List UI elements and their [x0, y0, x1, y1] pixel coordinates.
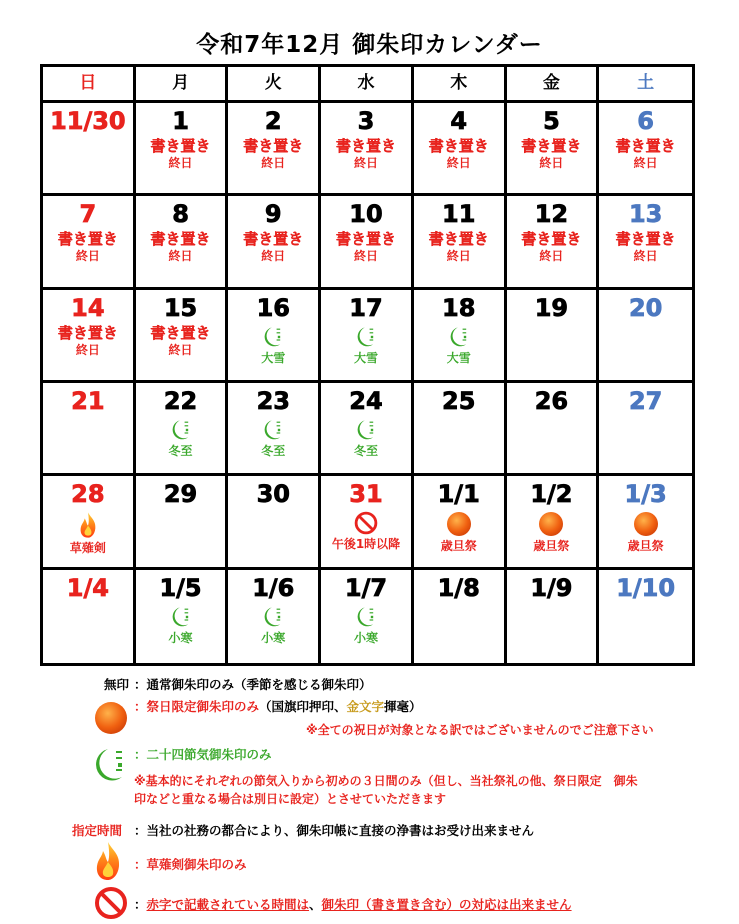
calendar-day [136, 196, 229, 289]
legend-saijitsu [134, 697, 422, 715]
legend-shitei-text: ：当社の社務の都合により、御朱印帳に直接の浄書はお受け出来ません [134, 823, 535, 838]
day-number: 30 [256, 480, 290, 509]
kakioki-label: 書き置き [615, 230, 676, 249]
legend-no-d: 御朱印（書き置き含む）の対応は出来ません [321, 897, 572, 912]
day-number: 2 [264, 107, 282, 135]
shujitsu-label: 終日 [168, 156, 193, 170]
moon-icon [92, 745, 128, 785]
sun-icon [446, 511, 472, 537]
moon-icon [355, 325, 377, 349]
day-number: 1/9 [530, 573, 573, 602]
weekday-header: 日 [43, 67, 136, 103]
moon-icon [355, 418, 377, 442]
kakioki-label: 書き置き [335, 137, 396, 155]
calendar-day [599, 196, 692, 289]
day-number: 29 [163, 480, 198, 509]
day-number: 1/2 [530, 480, 573, 509]
calendar-day [599, 290, 692, 383]
calendar-day [414, 476, 507, 569]
moon-icon [262, 418, 284, 442]
legend-sekki: ：二十四節気御朱印のみ [134, 747, 272, 762]
shujitsu-label: 終日 [539, 249, 564, 264]
legend-sekki-note-1: ※基本的にそれぞれの節気入りから初めの３日間のみ（但し、当社祭礼の他、祭日限定 御朱 [134, 774, 638, 788]
legend-no [134, 895, 572, 913]
calendar-day [414, 383, 507, 476]
sekki-label: 大雪 [261, 350, 286, 365]
weekday-header: 木 [414, 67, 507, 103]
weekday-header: 金 [507, 67, 600, 103]
shujitsu-label: 終日 [446, 156, 471, 170]
calendar-day [136, 570, 229, 663]
day-number: 1/7 [344, 573, 388, 602]
calendar-day [321, 383, 414, 476]
legend-no-c: 、 [309, 897, 322, 912]
shujitsu-label: 終日 [261, 156, 286, 170]
day-number: 1/1 [437, 480, 480, 509]
sekki-label: 大雪 [353, 350, 378, 365]
kakioki-label: 書き置き [428, 230, 489, 249]
day-number: 28 [71, 480, 105, 509]
calendar-day [414, 103, 507, 196]
day-number: 16 [256, 293, 290, 322]
weekday-header: 火 [228, 67, 321, 103]
shujitsu-label: 終日 [168, 249, 193, 264]
kakioki-label: 書き置き [57, 230, 118, 249]
calendar-day [599, 570, 692, 663]
kakioki-label: 書き置き [335, 230, 396, 249]
sun-icon [633, 511, 659, 537]
calendar-day [507, 103, 600, 196]
day-number: 31 [349, 480, 383, 509]
saitan-label: 歳旦祭 [440, 539, 477, 554]
calendar-day [507, 570, 600, 663]
calendar-day [321, 196, 414, 289]
calendar-day [321, 570, 414, 663]
day-number: 1/6 [252, 573, 295, 602]
kakioki-label: 書き置き [150, 230, 211, 249]
legend-sekki-note-2: 印などと重なる場合は別日に設定）とさせていただきます [134, 792, 447, 806]
day-number: 27 [628, 387, 663, 415]
weekday-header: 水 [321, 67, 414, 103]
legend-saijitsu-note: ※全ての祝日が対象となる訳ではございませんのでご注意下さい [306, 723, 654, 737]
calendar-day [43, 476, 136, 569]
legend-saijitsu-b: （国旗印押印、 [259, 699, 347, 714]
shujitsu-label: 終日 [353, 156, 378, 170]
moon-icon [355, 605, 377, 629]
sekki-label: 冬至 [353, 444, 378, 458]
kakioki-label: 書き置き [57, 323, 118, 342]
day-number: 13 [628, 200, 663, 229]
day-number: 20 [628, 293, 663, 322]
moon-icon [262, 325, 284, 349]
calendar-grid [40, 64, 695, 666]
prohibited-icon [94, 886, 128, 920]
moon-icon [448, 325, 470, 349]
day-number: 15 [163, 293, 198, 322]
shujitsu-label: 終日 [75, 249, 100, 264]
calendar-day [136, 103, 229, 196]
shujitsu-label: 終日 [75, 342, 100, 357]
day-number: 11/30 [50, 107, 126, 135]
kakioki-label: 書き置き [521, 230, 582, 249]
legend-saijitsu-gold: 金文字 [346, 699, 385, 714]
day-number: 11 [442, 200, 476, 229]
sekki-label: 大雪 [446, 350, 471, 365]
calendar-day [321, 290, 414, 383]
day-number: 1/5 [159, 573, 202, 602]
day-number: 21 [71, 387, 105, 415]
legend-no-a: ： [134, 897, 147, 912]
day-number: 12 [534, 200, 569, 229]
calendar-day [228, 476, 321, 569]
legend-no-b: 赤字で記載されている時間は [146, 897, 310, 912]
kusanagi-label: 草薙剣 [69, 541, 106, 556]
calendar-day [507, 476, 600, 569]
calendar-day [43, 196, 136, 289]
legend-saijitsu-a: ：祭日限定御朱印のみ [134, 699, 260, 714]
kakioki-label: 書き置き [428, 137, 489, 155]
day-number: 1/3 [624, 480, 667, 509]
calendar-day [228, 570, 321, 663]
calendar-day [228, 103, 321, 196]
sekki-label: 小寒 [168, 630, 193, 645]
kakioki-label: 書き置き [243, 230, 304, 249]
shujitsu-label: 終日 [633, 249, 658, 264]
calendar-day [321, 476, 414, 569]
sekki-label: 小寒 [261, 630, 286, 645]
sun-icon [93, 700, 129, 736]
kakioki-label: 書き置き [615, 137, 676, 155]
day-number: 3 [357, 107, 375, 135]
day-number: 5 [543, 107, 560, 135]
day-number: 24 [349, 387, 383, 415]
calendar-day [43, 570, 136, 663]
calendar-day [43, 103, 136, 196]
calendar-day [507, 383, 600, 476]
calendar-day [43, 383, 136, 476]
calendar-day [507, 290, 600, 383]
day-number: 25 [442, 387, 476, 415]
shujitsu-label: 終日 [446, 249, 471, 264]
day-number: 19 [534, 293, 569, 322]
calendar-day [43, 290, 136, 383]
calendar-day [599, 476, 692, 569]
calendar-day [414, 570, 507, 663]
legend-mu-label: 無印 [104, 677, 130, 692]
day-number: 26 [534, 387, 569, 415]
shujitsu-label: 終日 [353, 249, 378, 264]
calendar-day [136, 383, 229, 476]
shujitsu-label: 終日 [168, 342, 193, 357]
moon-icon [170, 418, 192, 442]
calendar-day [321, 103, 414, 196]
sun-icon [538, 511, 564, 537]
kakioki-label: 書き置き [150, 323, 211, 342]
kakioki-label: 書き置き [521, 137, 582, 155]
legend-saijitsu-d: 揮毫） [384, 699, 422, 714]
day-number: 9 [264, 200, 282, 229]
day-number: 1/8 [437, 573, 480, 602]
day-number: 1 [172, 107, 189, 135]
day-number: 1/4 [66, 573, 109, 602]
saitan-label: 歳旦祭 [533, 539, 570, 554]
moon-icon [262, 605, 284, 629]
sekki-label: 冬至 [261, 444, 286, 458]
calendar-day [228, 290, 321, 383]
shujitsu-label: 終日 [261, 249, 286, 264]
time-restriction-label: 午後1時以降 [331, 537, 401, 552]
calendar-day [414, 196, 507, 289]
legend-kusanagi: ：草薙剣御朱印のみ [134, 857, 247, 872]
day-number: 23 [256, 387, 290, 415]
sekki-label: 冬至 [168, 444, 193, 458]
day-number: 8 [172, 200, 189, 229]
calendar-day [599, 103, 692, 196]
day-number: 1/10 [616, 573, 676, 602]
day-number: 14 [71, 293, 105, 322]
flame-icon [92, 840, 124, 882]
prohibited-icon [354, 511, 378, 535]
day-number: 18 [442, 293, 476, 322]
moon-icon [170, 605, 192, 629]
calendar-day [599, 383, 692, 476]
kakioki-label: 書き置き [150, 137, 211, 155]
shujitsu-label: 終日 [633, 156, 658, 170]
calendar-day [228, 383, 321, 476]
saitan-label: 歳旦祭 [627, 539, 664, 554]
calendar-day [228, 196, 321, 289]
page-title: 令和7年12月 御朱印カレンダー [196, 32, 543, 58]
day-number: 10 [349, 200, 383, 229]
calendar-day [136, 476, 229, 569]
calendar-day [414, 290, 507, 383]
weekday-header: 土 [599, 67, 692, 103]
sekki-label: 小寒 [353, 630, 378, 645]
shujitsu-label: 終日 [539, 156, 564, 170]
day-number: 17 [349, 293, 383, 322]
calendar-day [507, 196, 600, 289]
kakioki-label: 書き置き [243, 137, 304, 155]
calendar-day [136, 290, 229, 383]
day-number: 7 [79, 200, 97, 229]
day-number: 22 [163, 387, 198, 415]
day-number: 4 [450, 107, 468, 135]
day-number: 6 [637, 107, 654, 135]
legend-shitei-label: 指定時間 [72, 823, 123, 838]
flame-icon [77, 511, 99, 539]
legend-mu-text: ：通常御朱印のみ（季節を感じる御朱印） [134, 677, 372, 692]
weekday-header: 月 [136, 67, 229, 103]
